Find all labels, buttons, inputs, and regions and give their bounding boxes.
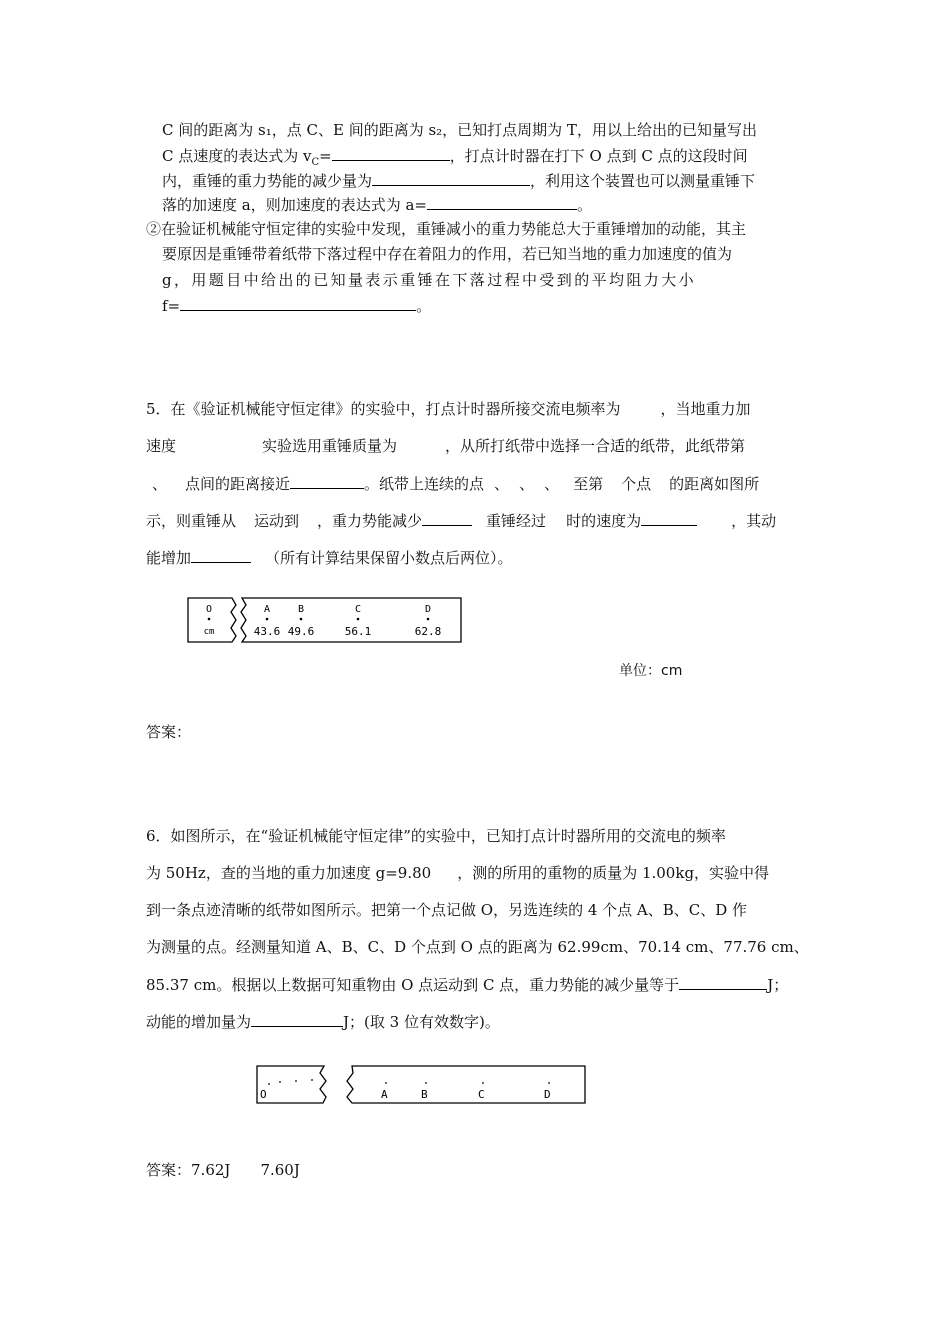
q6-answer-2: 7.60J — [260, 1161, 300, 1179]
q6-tape-left-dots — [268, 1079, 313, 1085]
q6-tape-label-d: D — [544, 1088, 551, 1101]
prev-line-3-text: 内，重锤的重力势能的减少量为 — [162, 172, 373, 190]
q5-line-1-text: 5．在《验证机械能守恒定律》的实验中，打点计时器所接交流电频率为 — [146, 400, 621, 418]
prev-line-2-text: C 点速度的表达式为 v — [162, 147, 312, 165]
q5-line-2 — [146, 436, 745, 456]
q6-ke-blank[interactable] — [251, 1011, 343, 1027]
q5-answer-label: 答案： — [146, 723, 192, 741]
prev-line-1: C 间的距离为 s₁，点 C、E 间的距离为 s₂，已知打点周期为 T，用以上给出的已知量写出 — [162, 121, 757, 139]
item2-line-1: ②在验证机械能守恒定律的实验中发现，重锤减小的重力势能总大于重锤增加的动能，其主 — [146, 220, 747, 238]
q5-line-5-rest: （所有计算结果保留小数点后两位）。 — [265, 549, 513, 567]
q6-tape-dot-2 — [279, 1081, 281, 1083]
q5-pe-blank[interactable] — [422, 510, 472, 526]
q5-tape-o-label: O — [205, 604, 213, 615]
q5-line-3 — [146, 473, 759, 494]
q6-line-5-unit: J； — [767, 976, 789, 994]
item2-line-4-end: 。 — [416, 297, 432, 315]
q6-line-2-rest: ，测的所用的重物的质量为 1.00kg，实验中得 — [457, 864, 770, 882]
friction-blank[interactable] — [180, 295, 416, 311]
prev-line-4 — [162, 194, 592, 215]
q5-tape-points — [254, 604, 442, 638]
q6-line-6-rest: J；(取 3 位有效数字)。 — [343, 1013, 500, 1031]
q6-tape-dot-4 — [311, 1079, 313, 1081]
acceleration-blank[interactable] — [427, 194, 577, 210]
q5-tape-value-c: 56.1 — [344, 625, 372, 638]
q5-line-3-tape: 。纸带上连续的点 — [364, 475, 485, 493]
q6-line-6 — [146, 1011, 500, 1032]
q5-line-4 — [146, 510, 776, 531]
q5-line-2-text: 速度 — [146, 437, 177, 455]
item2-line-2: 要原因是重锤带着纸带下落过程中存在着阻力的作用，若已知当地的重力加速度的值为 — [162, 245, 733, 263]
q6-answer-label: 答案： — [146, 1161, 192, 1179]
q6-line-2-text: 为 50Hz，查的当地的重力加速度 g=9.80 — [146, 864, 432, 882]
q6-line-5 — [146, 974, 788, 995]
q5-unit-label: 单位：cm — [619, 663, 683, 679]
prev-line-3-rest: ，利用这个装置也可以测量重锤下 — [530, 172, 756, 190]
item2-line-3: g，用题目中给出的已知量表示重锤在下落过程中受到的平均阻力大小 — [162, 271, 697, 289]
q5-tape-origin — [204, 604, 215, 637]
q6-tape-label-c: C — [478, 1088, 485, 1101]
q6-tape-label-a: A — [381, 1088, 388, 1101]
q5-tape-value-b: 49.6 — [287, 625, 315, 638]
prev-line-3 — [162, 170, 755, 191]
prev-line-4-text: 落的加速度 a，则加速度的表达式为 a= — [162, 196, 427, 214]
q5-line-2-rest: ，从所打纸带中选择一合适的纸带，此纸带第 — [445, 437, 746, 455]
q6-tape-dot-c — [482, 1082, 484, 1084]
q6-tape-dot-d — [548, 1082, 550, 1084]
q5-line-4-text: 示，则重锤从 — [146, 512, 237, 530]
q5-line-3-sep: 、 — [152, 475, 168, 493]
prev-line-2 — [162, 145, 748, 173]
prev-line-2-eq: = — [319, 147, 332, 165]
q5-line-4-speed: 时的速度为 — [566, 512, 642, 530]
q5-tape-dot-b — [300, 618, 303, 621]
q5-line-3-rest: 的距离如图所 — [669, 475, 760, 493]
vc-subscript: C — [311, 157, 320, 168]
q6-line-5-text: 85.37 cm。根据以上数据可知重物由 O 点运动到 C 点，重力势能的减少量等于 — [146, 976, 680, 994]
q6-tape-dot-3 — [295, 1080, 297, 1082]
q5-tape-o-unit: cm — [203, 627, 215, 637]
q5-tape-dot-c — [357, 618, 360, 621]
prev-line-2-rest: ，打点计时器在打下 O 点到 C 点的这段时间 — [449, 147, 748, 165]
q6-line-2 — [146, 863, 769, 883]
potential-energy-blank[interactable] — [372, 170, 530, 186]
q5-line-2-mass: 实验选用重锤质量为 — [262, 437, 398, 455]
q5-line-5 — [146, 547, 513, 568]
q5-tape-label-a: A — [263, 604, 271, 615]
item2-line-4-text: f= — [162, 297, 181, 315]
q5-line-4-pe: ，重力势能减少 — [317, 512, 423, 530]
q6-pe-blank[interactable] — [679, 974, 767, 990]
q6-tape-dot-b — [425, 1082, 427, 1084]
q6-answer — [146, 1160, 300, 1180]
vc-blank[interactable] — [332, 145, 450, 161]
q5-line-4-pass: 重锤经过 — [486, 512, 547, 530]
q6-line-3: 到一条点迹清晰的纸带如图所示。把第一个点记做 O，另选连续的 4 个点 A、B、C、D 作 — [146, 901, 748, 919]
q5-tape-dot-d — [427, 618, 430, 621]
q6-line-6-text: 动能的增加量为 — [146, 1013, 252, 1031]
q5-line-3-sep1: 、 — [494, 475, 510, 493]
q5-tape-label-b: B — [297, 604, 305, 615]
q5-tape-label-c: C — [354, 604, 362, 615]
item2-line-4 — [162, 295, 431, 316]
q5-line-1 — [146, 399, 751, 419]
q5-line-4-move: 运动到 — [254, 512, 300, 530]
q5-tape-value-d: 62.8 — [414, 625, 442, 638]
q5-distance-blank[interactable] — [290, 473, 364, 489]
q5-ke-blank[interactable] — [191, 547, 251, 563]
q6-tape-dot-a — [385, 1082, 387, 1084]
q5-line-4-rest: ，其动 — [731, 512, 777, 530]
q5-tape-figure — [187, 597, 463, 643]
q5-tape-label-d: D — [424, 604, 432, 615]
q5-tape-value-a: 43.6 — [253, 625, 281, 638]
q5-speed-blank[interactable] — [641, 510, 697, 526]
q6-line-1: 6．如图所示，在“验证机械能守恒定律”的实验中，已知打点计时器所用的交流电的频率 — [146, 827, 726, 845]
q5-tape-o-dot — [208, 618, 211, 621]
q5-line-3-dist: 点间的距离接近 — [185, 475, 291, 493]
q5-tape-dot-a — [266, 618, 269, 621]
q5-line-5-text: 能增加 — [146, 549, 192, 567]
q5-line-3-sep2: 、 — [519, 475, 535, 493]
q6-line-4: 为测量的点。经测量知道 A、B、C、D 个点到 O 点的距离为 62.99cm、70.14 cm、77.76 cm、 — [146, 938, 809, 956]
q6-tape-dot-1 — [268, 1083, 270, 1085]
prev-line-4-end: 。 — [577, 196, 593, 214]
q6-tape-o-label: O — [260, 1088, 267, 1101]
q6-tape-figure — [256, 1065, 588, 1105]
q5-line-3-sep3: 、 — [544, 475, 560, 493]
q6-answer-1: 7.62J — [191, 1161, 231, 1179]
q6-tape-label-b: B — [421, 1088, 428, 1101]
q5-line-3-point: 个点 — [621, 475, 652, 493]
q5-line-1-rest: ，当地重力加 — [660, 400, 751, 418]
q6-tape-points — [381, 1082, 551, 1101]
q5-line-3-to: 至第 — [573, 475, 604, 493]
